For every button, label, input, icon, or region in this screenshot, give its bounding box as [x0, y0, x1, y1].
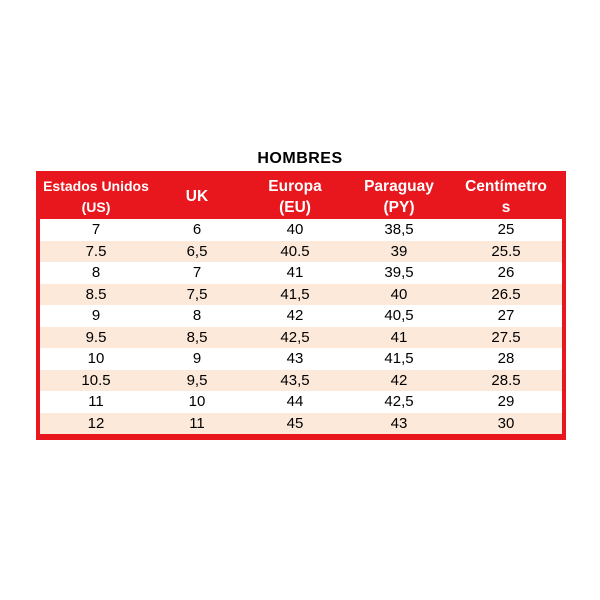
cell-cm: 25: [450, 219, 562, 241]
cell-us: 10: [40, 348, 152, 370]
cell-us: 10.5: [40, 370, 152, 392]
cell-py: 39: [348, 241, 450, 263]
cell-us: 12: [40, 413, 152, 435]
cell-us: 8: [40, 262, 152, 284]
cell-cm: 26.5: [450, 284, 562, 306]
header-uk-line1: UK: [185, 188, 209, 205]
size-chart-table: [36, 171, 566, 440]
cell-us: 9: [40, 305, 152, 327]
table-row: [40, 413, 562, 435]
table-row: [40, 241, 562, 263]
table-title: HOMBRES: [257, 150, 343, 167]
cell-eu: 43,5: [242, 370, 348, 392]
cell-uk: 7,5: [152, 284, 242, 306]
table-row: [40, 391, 562, 413]
table-row: [40, 219, 562, 241]
cell-eu: 42,5: [242, 327, 348, 349]
cell-uk: 11: [152, 413, 242, 435]
cell-cm: 25.5: [450, 241, 562, 263]
cell-eu: 41,5: [242, 284, 348, 306]
table-row: [40, 327, 562, 349]
header-cm-line1: Centímetro: [465, 177, 547, 195]
header-cm-line2: s: [501, 198, 511, 216]
cell-uk: 8,5: [152, 327, 242, 349]
cell-cm: 30: [450, 413, 562, 435]
cell-uk: 8: [152, 305, 242, 327]
table-row: [40, 305, 562, 327]
cell-py: 41: [348, 327, 450, 349]
cell-uk: 6,5: [152, 241, 242, 263]
cell-uk: 10: [152, 391, 242, 413]
cell-uk: 6: [152, 219, 242, 241]
table-row: [40, 370, 562, 392]
header-eu-line1: Europa: [268, 177, 322, 195]
table-row: [40, 262, 562, 284]
table-row: [40, 348, 562, 370]
cell-eu: 45: [242, 413, 348, 435]
cell-us: 8.5: [40, 284, 152, 306]
cell-us: 9.5: [40, 327, 152, 349]
cell-cm: 27.5: [450, 327, 562, 349]
cell-py: 41,5: [348, 348, 450, 370]
cell-uk: 9: [152, 348, 242, 370]
cell-py: 40,5: [348, 305, 450, 327]
header-us-line1: Estados Unidos: [43, 177, 149, 194]
header-uk: [152, 174, 242, 219]
cell-cm: 28.5: [450, 370, 562, 392]
cell-us: 11: [40, 391, 152, 413]
header-eu: [242, 174, 348, 219]
cell-cm: 26: [450, 262, 562, 284]
cell-eu: 43: [242, 348, 348, 370]
cell-cm: 29: [450, 391, 562, 413]
cell-us: 7: [40, 219, 152, 241]
header-py-line1: Paraguay: [364, 177, 434, 195]
table-row: [40, 284, 562, 306]
header-py-line2: (PY): [383, 198, 415, 216]
cell-eu: 40.5: [242, 241, 348, 263]
cell-eu: 44: [242, 391, 348, 413]
size-table: [40, 174, 562, 434]
header-us: [40, 174, 152, 219]
cell-eu: 41: [242, 262, 348, 284]
cell-us: 7.5: [40, 241, 152, 263]
cell-uk: 7: [152, 262, 242, 284]
cell-py: 43: [348, 413, 450, 435]
cell-py: 42,5: [348, 391, 450, 413]
header-row: [40, 174, 562, 219]
cell-uk: 9,5: [152, 370, 242, 392]
cell-py: 38,5: [348, 219, 450, 241]
header-us-line2: (US): [81, 198, 111, 215]
cell-py: 39,5: [348, 262, 450, 284]
cell-py: 42: [348, 370, 450, 392]
header-py: [348, 174, 450, 219]
cell-eu: 42: [242, 305, 348, 327]
header-eu-line2: (EU): [279, 198, 311, 216]
cell-eu: 40: [242, 219, 348, 241]
cell-cm: 28: [450, 348, 562, 370]
cell-py: 40: [348, 284, 450, 306]
header-cm: [450, 174, 562, 219]
cell-cm: 27: [450, 305, 562, 327]
